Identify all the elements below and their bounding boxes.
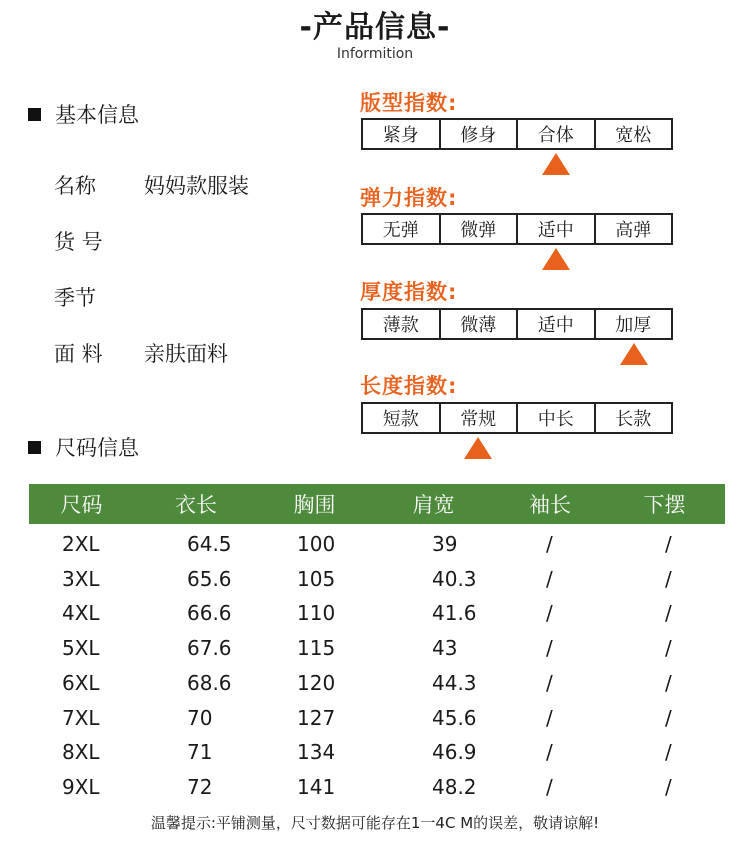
table-cell: 5XL <box>62 636 100 661</box>
table-row <box>29 775 725 809</box>
scale-option: 适中 <box>518 310 596 338</box>
scale-option: 短款 <box>363 404 441 432</box>
table-cell: 2XL <box>62 532 100 556</box>
scale-option: 加厚 <box>615 315 652 336</box>
table-cell: / <box>665 566 672 591</box>
table-cell: 4XL <box>62 601 100 626</box>
page-subtitle: Informition <box>336 46 414 62</box>
table-cell: 105 <box>297 566 336 591</box>
table-cell: / <box>546 670 553 695</box>
scale-option: 修身 <box>441 120 519 148</box>
scale-option: 微弹 <box>441 215 519 243</box>
table-row <box>29 740 725 774</box>
scale-option: 常规 <box>441 404 519 432</box>
table-cell: 64.5 <box>187 532 232 556</box>
square-bullet-icon <box>28 108 41 121</box>
table-cell: / <box>665 636 672 661</box>
table-cell: 141 <box>297 774 336 799</box>
stretch-index-title: 弹力指数: <box>360 186 458 210</box>
table-cell: 110 <box>297 601 336 626</box>
table-cell: 67.6 <box>187 636 232 661</box>
size-info-heading-label: 尺码信息 <box>55 436 139 460</box>
table-cell: / <box>546 566 553 591</box>
page-title: -产品信息- <box>299 10 451 45</box>
table-cell: / <box>665 774 672 799</box>
table-cell: / <box>546 601 553 626</box>
table-row <box>29 532 725 566</box>
length-selection-marker-icon <box>464 437 492 459</box>
length-index-title: 长度指数: <box>360 374 458 398</box>
table-cell: 70 <box>187 705 213 730</box>
table-cell: / <box>665 670 672 695</box>
table-cell: 100 <box>297 532 336 556</box>
scale-option: 薄款 <box>363 310 441 338</box>
scale-option: 宽松 <box>615 125 652 146</box>
length-index-scale <box>361 402 673 434</box>
table-cell: 65.6 <box>187 566 232 591</box>
table-row <box>29 671 725 705</box>
column-header: 胸围 <box>293 493 336 517</box>
fit-index-title: 版型指数: <box>360 91 458 115</box>
table-cell: 134 <box>297 740 336 765</box>
table-cell: 40.3 <box>432 566 477 591</box>
table-cell: / <box>665 705 672 730</box>
table-cell: 39 <box>432 532 458 556</box>
thickness-selection-marker-icon <box>620 343 648 365</box>
table-cell: 46.9 <box>432 740 477 765</box>
info-row-season <box>54 282 144 312</box>
table-cell: / <box>665 740 672 765</box>
scale-option: 中长 <box>518 404 596 432</box>
table-row <box>29 601 725 635</box>
info-row-item-number <box>54 226 144 256</box>
table-cell: 120 <box>297 670 336 695</box>
size-table-header <box>29 484 725 524</box>
table-cell: 9XL <box>62 774 100 799</box>
info-label: 季节 <box>54 286 96 310</box>
table-cell: 68.6 <box>187 670 232 695</box>
fit-selection-marker-icon <box>542 153 570 175</box>
table-row <box>29 706 725 740</box>
column-header: 下摆 <box>643 493 686 517</box>
square-bullet-icon <box>28 441 41 454</box>
column-header: 尺码 <box>60 493 103 517</box>
table-cell: 6XL <box>62 670 100 695</box>
info-value: 亲肤面料 <box>144 342 228 366</box>
table-cell: 7XL <box>62 705 100 730</box>
scale-option: 适中 <box>518 215 596 243</box>
table-cell: / <box>665 601 672 626</box>
info-label: 货 号 <box>54 230 103 254</box>
scale-option: 紧身 <box>363 120 441 148</box>
scale-option: 长款 <box>615 409 652 430</box>
table-cell: 41.6 <box>432 601 477 626</box>
table-cell: / <box>546 532 553 556</box>
table-cell: 43 <box>432 636 458 661</box>
table-cell: 72 <box>187 774 213 799</box>
info-label: 名称 <box>54 174 96 198</box>
scale-option: 无弹 <box>363 215 441 243</box>
measurement-note: 温馨提示:平铺测量，尺寸数据可能存在1一4C M的误差，敬请谅解! <box>150 814 600 832</box>
table-cell: / <box>546 636 553 661</box>
info-row-name <box>54 170 249 200</box>
basic-info-heading <box>28 99 139 129</box>
stretch-index-scale <box>361 213 673 245</box>
basic-info-heading-label: 基本信息 <box>55 103 139 127</box>
stretch-selection-marker-icon <box>542 248 570 270</box>
column-header: 袖长 <box>529 493 571 517</box>
fit-index-scale <box>361 118 673 150</box>
size-info-heading <box>28 432 139 462</box>
table-row <box>29 567 725 601</box>
table-cell: 44.3 <box>432 670 477 695</box>
table-cell: 115 <box>297 636 336 661</box>
column-header: 肩宽 <box>412 493 455 517</box>
table-row <box>29 636 725 670</box>
scale-option: 合体 <box>518 120 596 148</box>
thickness-index-title: 厚度指数: <box>360 280 458 304</box>
info-row-fabric <box>54 338 228 368</box>
info-value: 妈妈款服装 <box>144 174 249 198</box>
table-cell: 48.2 <box>432 774 477 799</box>
scale-option: 微薄 <box>441 310 519 338</box>
table-cell: 66.6 <box>187 601 232 626</box>
scale-option: 高弹 <box>615 220 652 241</box>
table-cell: / <box>546 740 553 765</box>
table-cell: 71 <box>187 740 213 765</box>
info-label: 面 料 <box>54 342 103 366</box>
table-cell: / <box>665 532 672 556</box>
table-cell: / <box>546 774 553 799</box>
thickness-index-scale <box>361 308 673 340</box>
table-cell: / <box>546 705 553 730</box>
column-header: 衣长 <box>175 493 217 517</box>
table-cell: 3XL <box>62 566 100 591</box>
table-cell: 8XL <box>62 740 100 765</box>
table-cell: 45.6 <box>432 705 477 730</box>
table-cell: 127 <box>297 705 336 730</box>
